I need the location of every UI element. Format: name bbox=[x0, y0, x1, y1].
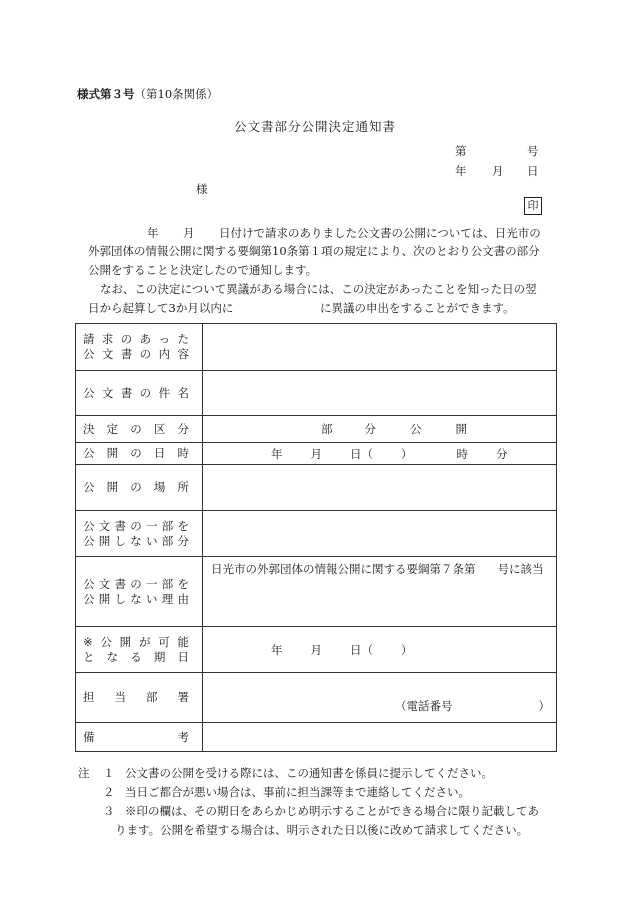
value-available-date[interactable]: 年 月 日（ ） bbox=[203, 627, 557, 673]
label-undisclosed-reason-1: 公 文 書 の 一 部 を bbox=[83, 576, 189, 591]
p1-line2: 外郭団体の情報公開に関する要綱第10条第１項の規定により、次のとおり公文書の部分 bbox=[88, 244, 540, 258]
label-request-content-1: 請 求 の あ っ た bbox=[83, 332, 189, 346]
value-disclosure-place[interactable] bbox=[203, 465, 557, 511]
decision-ko: 公 bbox=[410, 422, 422, 436]
label-decision-type: 決 定 の 区 分 bbox=[83, 421, 189, 436]
date-year: 年 bbox=[455, 164, 467, 178]
note-3-number: ３ bbox=[103, 804, 115, 818]
p1-line1: 日付けで請求のありました公文書の公開については、日光市の bbox=[219, 226, 541, 240]
p1-date-tsuki: 月 bbox=[183, 226, 195, 240]
phone-number-open: （電話番号 bbox=[395, 699, 453, 713]
label-disclosure-datetime: 公 開 の 日 時 bbox=[83, 446, 189, 460]
form-number-label: 様式第３号（第10条関係） bbox=[77, 87, 219, 101]
addressee-sama: 様 bbox=[196, 182, 208, 196]
p1-date-nen: 年 bbox=[147, 226, 159, 240]
row-department bbox=[76, 673, 557, 723]
row-disclosure-place bbox=[76, 465, 557, 511]
label-disclosure-place: 公 開 の 場 所 bbox=[83, 480, 189, 494]
seal-stamp: 印 bbox=[524, 197, 542, 215]
disclosure-form-table bbox=[75, 323, 557, 752]
date-day: 日 bbox=[527, 164, 539, 178]
label-remarks: 備 考 bbox=[83, 729, 189, 744]
value-undisclosed-reason[interactable]: 日光市の外郭団体の情報公開に関する要綱第７条第 号に該当 bbox=[203, 557, 557, 627]
row-request-content bbox=[76, 324, 557, 371]
value-request-content[interactable] bbox=[203, 324, 557, 371]
note-3-text-line2: ります。公開を希望する場合は、明示された日以後に改めて請求してください。 bbox=[115, 823, 529, 837]
p2-line2a: 日から起算して3か月以内に bbox=[88, 301, 234, 315]
value-department[interactable] bbox=[203, 673, 557, 723]
value-disclosure-datetime[interactable]: 年 月 日（ ） 時 分 bbox=[203, 443, 557, 465]
row-document-title bbox=[76, 371, 557, 416]
label-undisclosed-part-2: 公 開 し な い 部 分 bbox=[83, 533, 189, 548]
note-1-number: １ bbox=[103, 766, 115, 780]
value-undisclosed-part[interactable] bbox=[203, 511, 557, 557]
date-month: 月 bbox=[492, 164, 504, 178]
row-undisclosed-part bbox=[76, 511, 557, 557]
label-document-title: 公 文 書 の 件 名 bbox=[83, 385, 189, 400]
p2-line1: なお、この決定について異議がある場合には、この決定があったことを知った日の翌 bbox=[100, 282, 537, 296]
row-remarks bbox=[76, 723, 557, 752]
value-decision-type bbox=[203, 416, 557, 443]
doc-number-dai: 第 bbox=[455, 144, 467, 158]
row-decision-type bbox=[76, 416, 557, 443]
label-undisclosed-reason-2: 公 開 し な い 理 由 bbox=[83, 591, 189, 606]
note-2-text: 当日ご都合が悪い場合は、事前に担当課等まで連絡してください。 bbox=[125, 785, 470, 799]
label-undisclosed-part-1: 公 文 書 の 一 部 を bbox=[83, 518, 189, 533]
note-1-text: 公文書の公開を受ける際には、この通知書を係員に提示してください。 bbox=[125, 766, 493, 780]
decision-bu: 部 bbox=[321, 422, 333, 436]
p2-line2b: に異議の申出をすることができます。 bbox=[320, 301, 515, 315]
phone-number-close: ） bbox=[538, 699, 550, 713]
decision-kai: 開 bbox=[455, 422, 467, 436]
decision-bun: 分 bbox=[364, 422, 376, 436]
note-3-text-line1: ※印の欄は、その期日をあらかじめ明示することができる場合に限り記載してあ bbox=[125, 804, 539, 818]
label-department: 担 当 部 署 bbox=[83, 690, 189, 704]
row-available-date bbox=[76, 627, 557, 673]
value-document-title[interactable] bbox=[203, 371, 557, 416]
note-2-number: ２ bbox=[103, 785, 115, 799]
p1-line3: 公開をすることと決定したので通知します。 bbox=[88, 263, 318, 277]
row-disclosure-datetime bbox=[76, 443, 557, 465]
value-remarks[interactable] bbox=[203, 723, 557, 752]
label-available-date-2: と な る 期 日 bbox=[83, 649, 189, 664]
label-available-date-1: ※ 公 開 が 可 能 bbox=[83, 634, 189, 649]
notes-prefix: 注 bbox=[78, 766, 90, 780]
document-title: 公文書部分公開決定通知書 bbox=[233, 119, 396, 134]
row-undisclosed-reason bbox=[76, 557, 557, 627]
label-request-content-2: 公 文 書 の 内 容 bbox=[83, 347, 189, 361]
doc-number-go: 号 bbox=[527, 144, 539, 158]
